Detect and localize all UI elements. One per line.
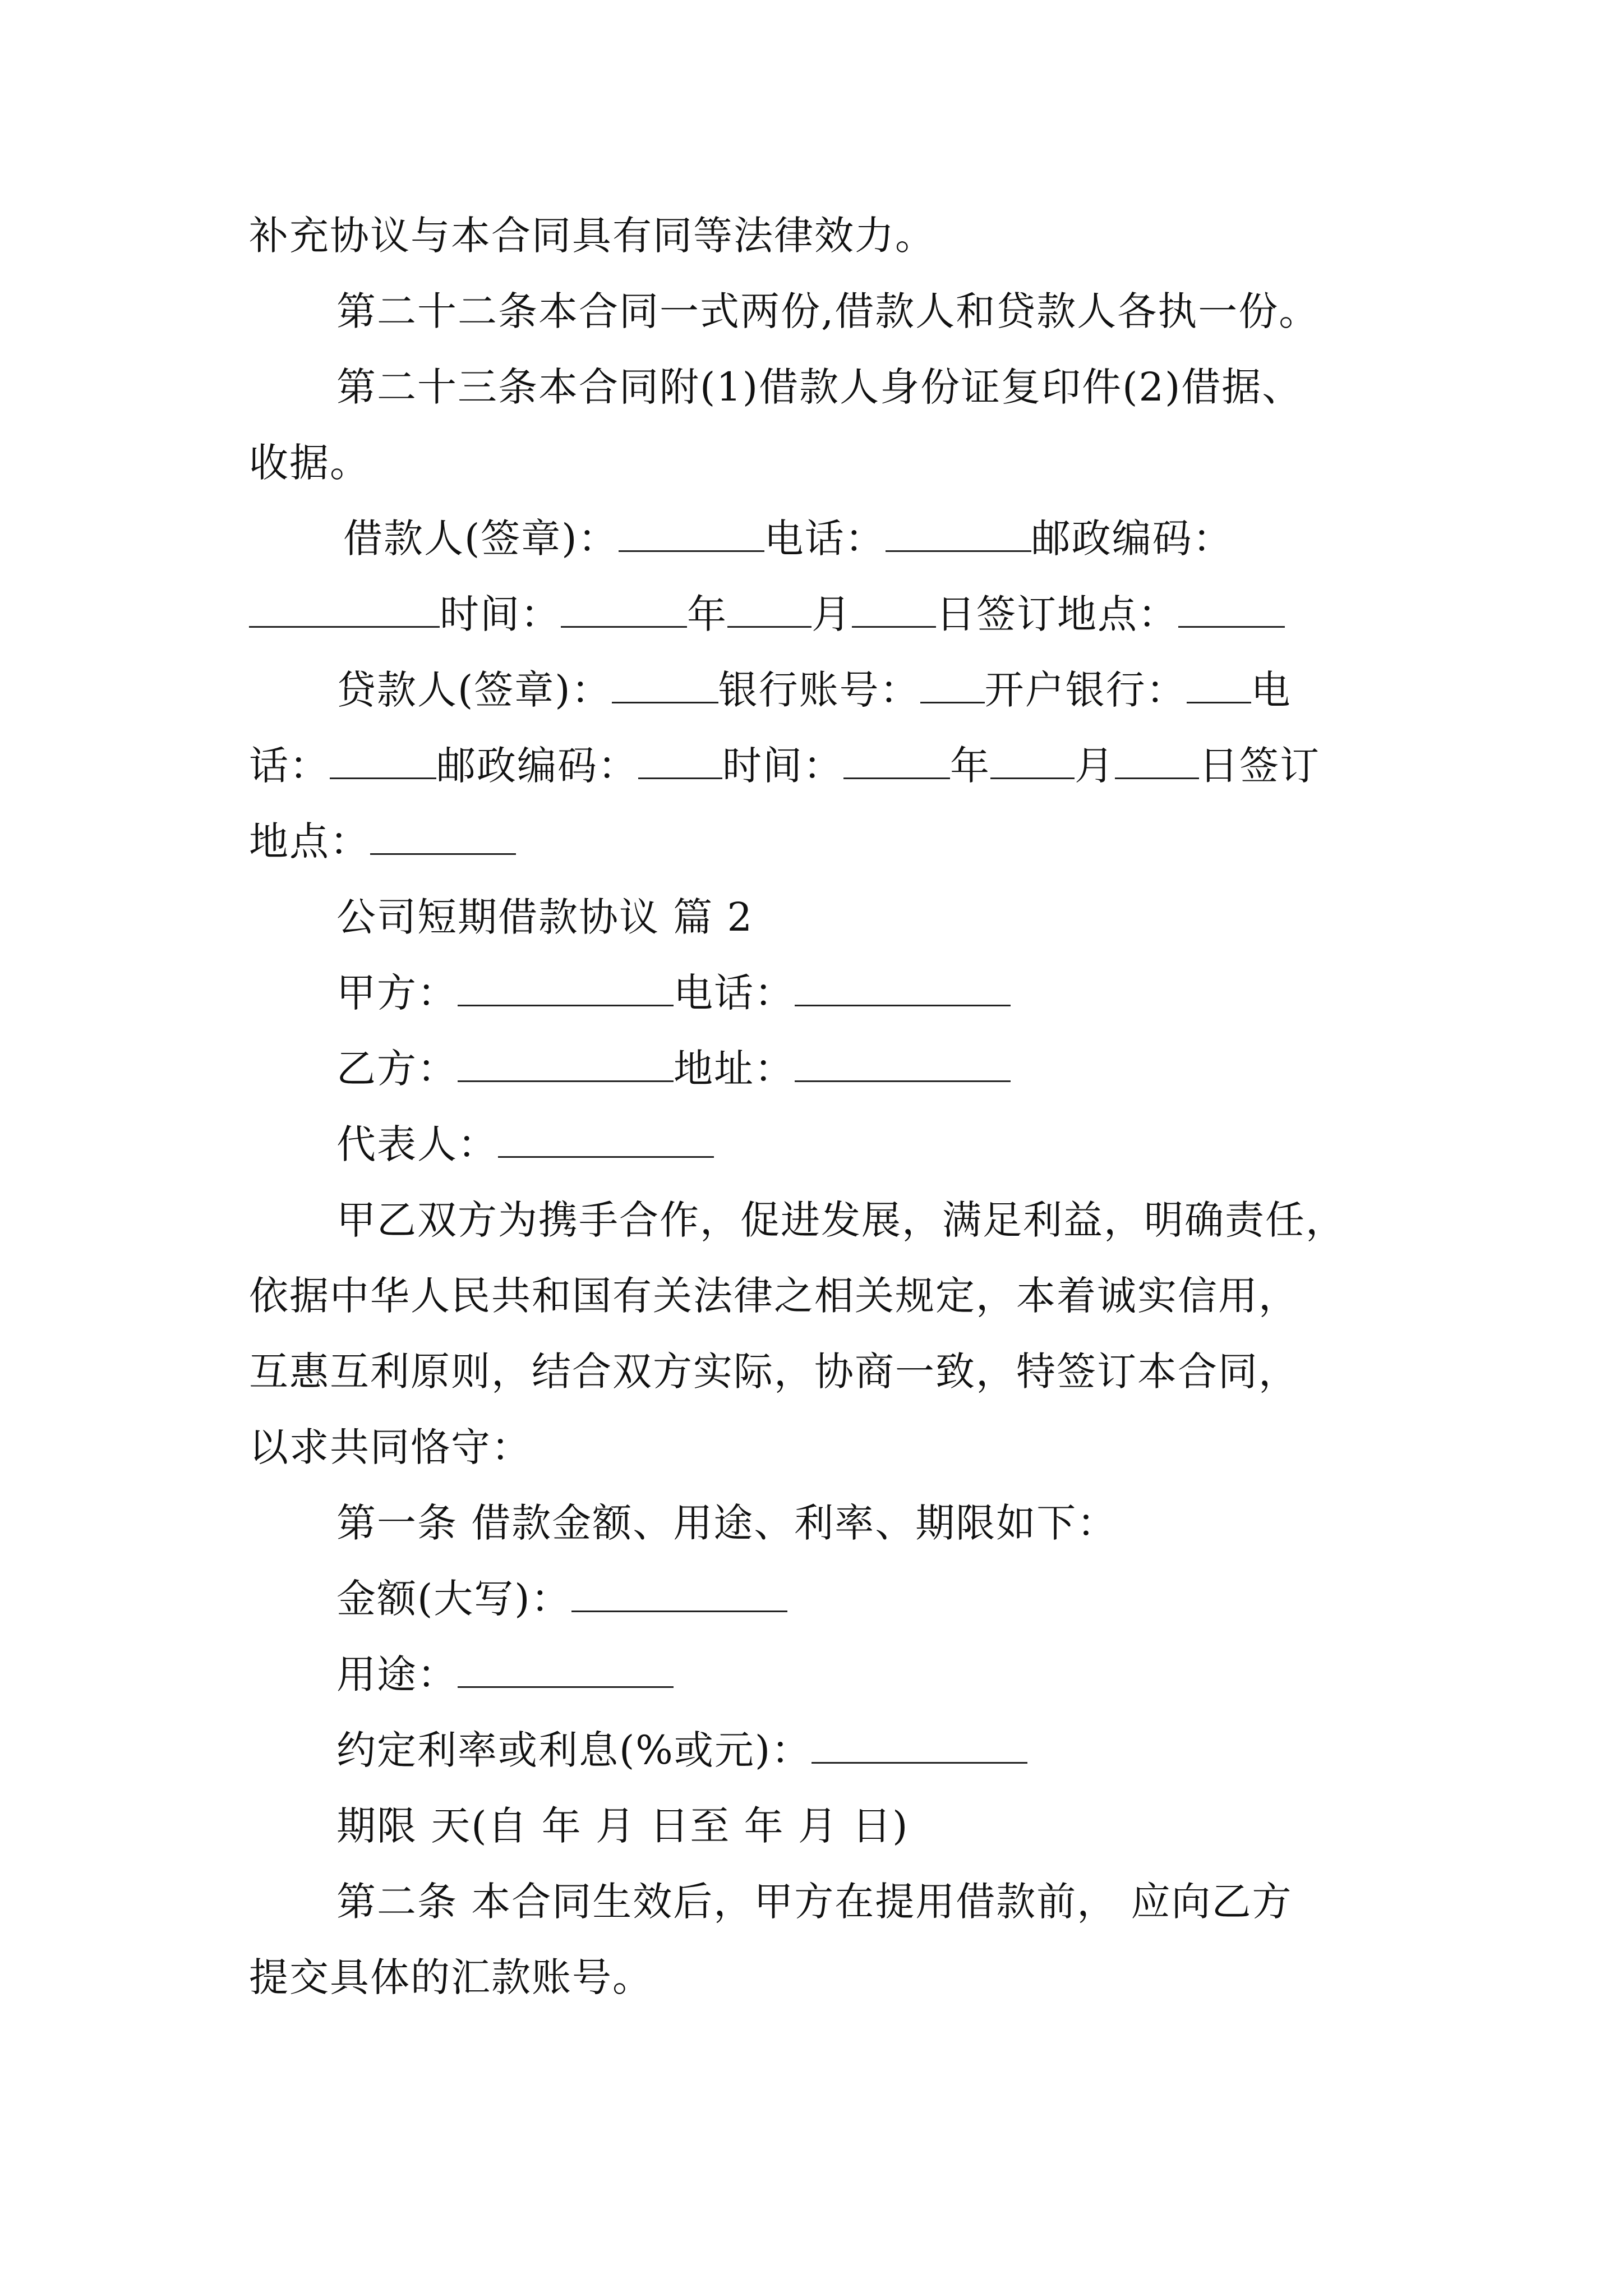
text-line: 第二条 本合同生效后，甲方在提用借款前， 应向乙方 (336, 1879, 1293, 1925)
borrower-place-blank[interactable] (1178, 595, 1285, 628)
borrower-postcode-blank[interactable] (249, 595, 440, 628)
phone-label: 电话： (674, 970, 795, 1016)
lender-day-blank[interactable] (1115, 746, 1199, 779)
address-label: 地址： (674, 1046, 795, 1092)
lender-year-blank[interactable] (843, 746, 950, 779)
borrower-year-blank[interactable] (561, 595, 687, 628)
section-heading: 公司短期借款协议 篇 2 (336, 894, 754, 940)
borrower-signature-blank[interactable] (619, 519, 764, 552)
year-label: 年 (687, 591, 727, 637)
place-label: 地点： (249, 818, 370, 864)
rate-line (336, 1727, 1027, 1773)
borrower-phone-blank[interactable] (886, 519, 1031, 552)
purpose-label: 用途： (336, 1651, 458, 1697)
day-sign-label: 日签订 (1199, 743, 1320, 789)
text-line: 第二十三条本合同附(1)借款人身份证复印件(2)借据、 (336, 364, 1303, 410)
borrower-month-blank[interactable] (727, 595, 811, 628)
lender-place-blank[interactable] (370, 822, 516, 855)
lender-postcode-blank[interactable] (638, 746, 722, 779)
party-a-blank[interactable] (458, 973, 674, 1006)
phone-label: 电话： (764, 516, 886, 562)
party-b-address-blank[interactable] (795, 1049, 1011, 1082)
representative-label: 代表人： (336, 1121, 498, 1167)
text-line: 互惠互利原则，结合双方实际，协商一致，特签订本合同， (249, 1349, 1299, 1395)
party-b-label: 乙方： (336, 1046, 458, 1092)
lender-phone-line (249, 743, 1320, 789)
lender-signature-blank[interactable] (612, 670, 718, 703)
party-a-line (336, 970, 1011, 1016)
postcode-label: 邮政编码： (1031, 516, 1233, 562)
bank-label: 开户银行： (984, 667, 1187, 713)
borrower-signature-line (343, 516, 1233, 562)
phone-label-end: 话： (249, 743, 330, 789)
postcode-label: 邮政编码： (436, 743, 638, 789)
borrower-day-blank[interactable] (852, 595, 936, 628)
text-line: 收据。 (249, 440, 370, 486)
party-b-line (336, 1046, 1011, 1092)
month-label: 月 (1075, 743, 1115, 789)
purpose-blank[interactable] (458, 1655, 674, 1688)
text-line: 甲乙双方为携手合作，促进发展，满足利益，明确责任， (336, 1197, 1346, 1243)
party-a-label: 甲方： (336, 970, 458, 1016)
phone-label-start: 电 (1251, 667, 1292, 713)
borrower-date-line (249, 591, 1285, 637)
bank-account-label: 银行账号： (718, 667, 920, 713)
text-line: 提交具体的汇款账号。 (249, 1954, 653, 2000)
purpose-line (336, 1651, 674, 1697)
borrower-label: 借款人(签章)： (343, 516, 619, 562)
lender-place-line (249, 818, 516, 864)
rate-blank[interactable] (811, 1731, 1027, 1764)
text-line: 依据中华人民共和国有关法律之相关规定，本着诚实信用， (249, 1273, 1299, 1319)
lender-phone-blank[interactable] (330, 746, 436, 779)
text-line: 以求共同恪守： (249, 1424, 532, 1470)
text-line: 补充协议与本合同具有同等法律效力。 (249, 213, 935, 259)
lender-label: 贷款人(签章)： (336, 667, 612, 713)
rate-label: 约定利率或利息(%或元)： (336, 1727, 812, 1773)
article-1-title: 第一条 借款金额、用途、利率、期限如下： (336, 1500, 1118, 1546)
amount-blank[interactable] (571, 1579, 787, 1612)
text-line: 第二十二条本合同一式两份,借款人和贷款人各执一份。 (336, 288, 1320, 334)
time-label: 时间： (440, 591, 561, 637)
amount-label: 金额(大写)： (336, 1576, 571, 1622)
representative-blank[interactable] (498, 1125, 714, 1158)
year-label: 年 (950, 743, 990, 789)
lender-account-blank[interactable] (920, 670, 985, 703)
time-label: 时间： (722, 743, 843, 789)
party-a-phone-blank[interactable] (795, 973, 1011, 1006)
term-line: 期限 天(自 年 月 日至 年 月 日) (336, 1803, 909, 1849)
lender-bank-blank[interactable] (1187, 670, 1251, 703)
party-b-blank[interactable] (458, 1049, 674, 1082)
month-label: 月 (811, 591, 852, 637)
amount-line (336, 1576, 787, 1622)
representative-line (336, 1121, 714, 1167)
day-place-label: 日签订地点： (936, 591, 1178, 637)
lender-month-blank[interactable] (990, 746, 1075, 779)
lender-signature-line (336, 667, 1292, 713)
